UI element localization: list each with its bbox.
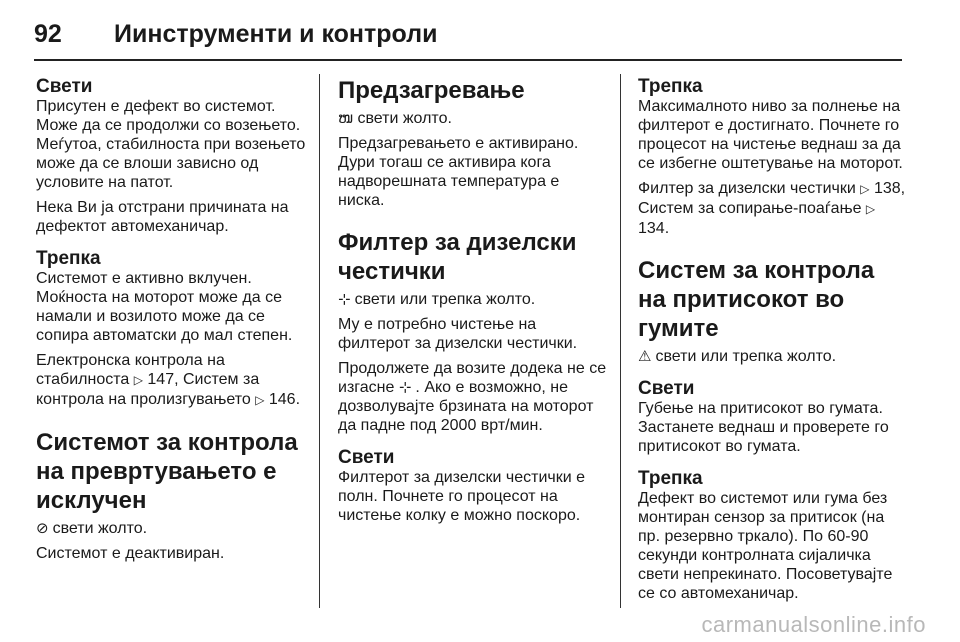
page-reference[interactable]: 138, Систем за сопирање-поаѓање xyxy=(638,180,906,217)
arrow-icon: ▷ xyxy=(255,393,265,407)
page-header xyxy=(34,14,900,54)
column-3 xyxy=(638,70,908,609)
diesel-particle-filter-icon: ⊹ xyxy=(398,379,412,396)
paragraph-with-references: Електронска контрола на стабилноста ▷ 147, Систем за контрола на пролизгувањето ▷ 146. xyxy=(36,352,301,408)
paragraph: Предзагревањето е активирано. Дури тогаш се активира кога надворешната температура е ниска. xyxy=(338,135,579,209)
heading-trepka: Трепка xyxy=(638,468,703,489)
section-heading-rollover: Системот за контрола на превртувањето е исклучен xyxy=(36,429,298,514)
page-title: Иинструменти и контроли xyxy=(114,19,438,48)
paragraph: Системот е активно вклучен. Моќноста на моторот може да се намали и возилото може да се сопира автоматски до мал степен. xyxy=(36,270,293,344)
page-reference[interactable]: 147, Систем за контрола на пролизгувањето xyxy=(36,371,260,408)
paragraph: ⊘ свети жолто. xyxy=(36,520,148,537)
page-number: 92 xyxy=(34,19,62,48)
paragraph: Максималното ниво за полнење на филтерот е достигнато. Почнете го процесот на чистење веднаш за да се избегне оштетување на моторот. xyxy=(638,98,903,172)
paragraph: Губење на притисокот во гумата. Застанете веднаш и проверете го притисокот во гумата. xyxy=(638,400,889,455)
section-heading-tire-pressure: Систем за контрола на притисокот во гумите xyxy=(638,257,875,342)
page-reference[interactable]: 134. xyxy=(638,220,670,237)
page-reference[interactable]: 146. xyxy=(268,391,301,408)
paragraph: Филтерот за дизелски честички е полн. Почнете го процесот на чистење колку е можно поскоро. xyxy=(338,469,586,524)
tire-pressure-icon: ⚠ xyxy=(638,348,652,365)
heading-sveti: Свети xyxy=(638,378,695,399)
heading-trepka: Трепка xyxy=(36,248,101,269)
paragraph-with-references: Филтер за дизелски честички ▷ 138, Систем за сопирање-поаѓање ▷ 134. xyxy=(638,180,906,237)
paragraph: ໜ свети жолто. xyxy=(338,110,452,127)
arrow-icon: ▷ xyxy=(133,373,143,387)
watermark: carmanualsonline.info xyxy=(701,612,926,637)
heading-sveti: Свети xyxy=(36,76,93,97)
paragraph: Дефект во системот или гума без монтиран сензор за притисок (на пр. резервно тркало). По 60-90 секунди контролната сијаличка свети непрекинато. Посоветувајте се со автомеханичар. xyxy=(638,490,893,602)
heading-sveti: Свети xyxy=(338,447,395,468)
diesel-particle-filter-icon: ⊹ xyxy=(338,291,351,308)
section-heading-diesel-filter: Филтер за дизелски честички xyxy=(338,229,577,285)
column-divider xyxy=(620,74,621,608)
section-heading-preheating: Предзагревање xyxy=(338,77,525,104)
paragraph: Му е потребно чистење на филтерот за дизелски честички. xyxy=(338,316,578,352)
paragraph: Нека Ви ја отстрани причината на дефектот автомеханичар. xyxy=(36,199,289,235)
arrow-icon: ▷ xyxy=(860,182,870,196)
arrow-icon: ▷ xyxy=(865,202,876,216)
glow-plug-icon: ໜ xyxy=(338,110,354,127)
paragraph: ⊹ свети или трепка жолто. xyxy=(338,291,536,308)
heading-trepka: Трепка xyxy=(638,76,703,97)
paragraph: Присутен е дефект во системот. Може да се продолжи со возењето. Меѓутоа, стабилноста при возењето може да се влоши зависно од условите на патот. xyxy=(36,98,306,191)
paragraph: Системот е деактивиран. xyxy=(36,545,225,562)
column-2 xyxy=(338,70,608,531)
header-divider xyxy=(34,59,902,61)
rollover-off-icon: ⊘ xyxy=(36,520,49,537)
paragraph: ⚠ свети или трепка жолто. xyxy=(638,348,837,365)
column-1 xyxy=(36,70,306,569)
paragraph: Продолжете да возите додека не се изгасне ⊹ . Ако е возможно, не дозволувајте брзината на моторот да падне под 2000 врт/мин. xyxy=(338,360,607,434)
column-divider xyxy=(319,74,320,608)
